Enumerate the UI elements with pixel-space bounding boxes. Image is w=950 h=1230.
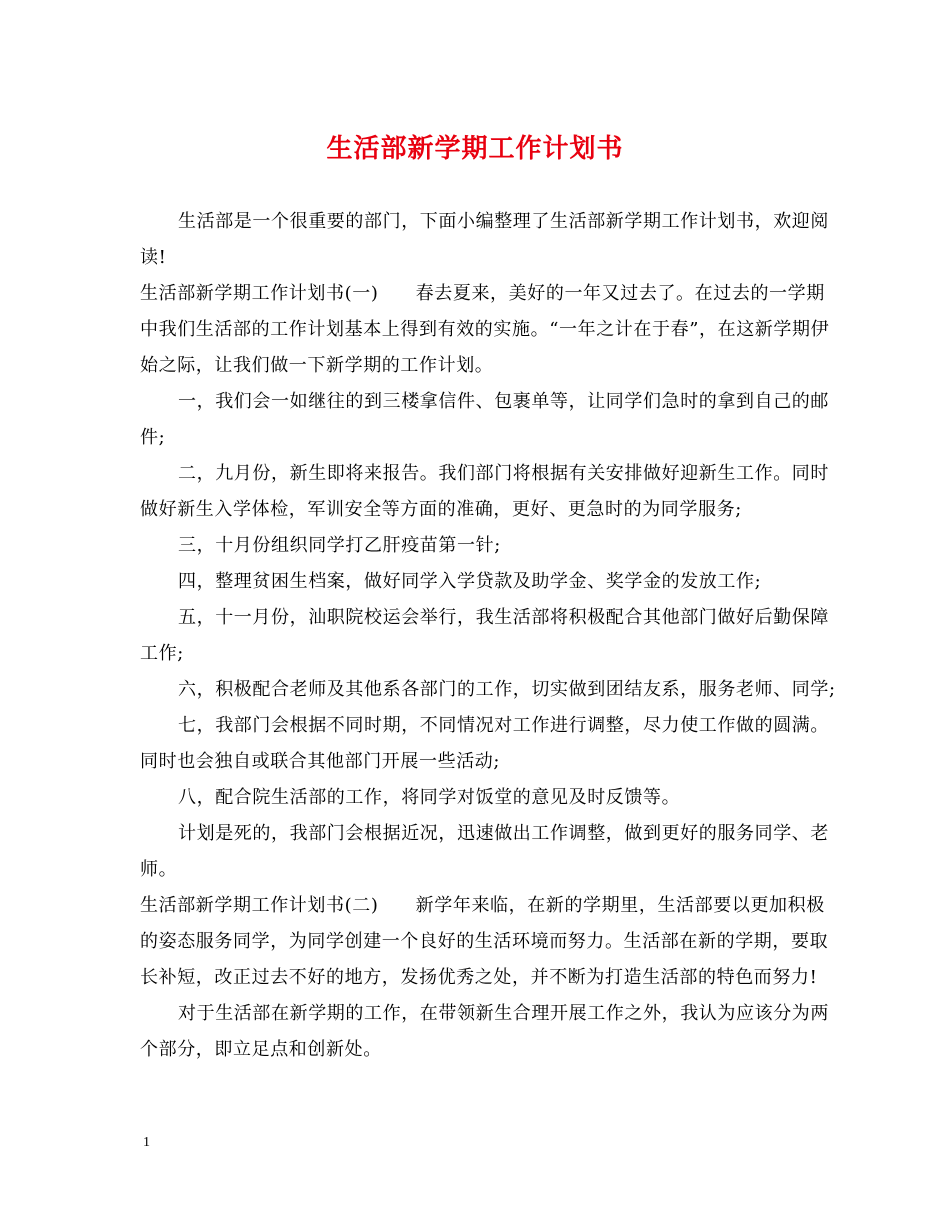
paragraph-item-4: 四，整理贫困生档案，做好同学入学贷款及助学金、奖学金的发放工作; xyxy=(178,571,762,592)
paragraph-item-6: 六，积极配合老师及其他系各部门的工作，切实做到团结友系，服务老师、同学; xyxy=(178,679,836,700)
paragraph-item-2: 二，九月份，新生即将来报告。我们部门将根据有关安排做好迎新生工作。同时做好新生入学体检，军训安全等方面的准确，更好、更急时的为同学服务; xyxy=(140,463,829,520)
paragraph-item-5: 五，十一月份，汕职院校运会举行，我生活部将积极配合其他部门做好后勤保障工作; xyxy=(140,607,829,664)
paragraph-item-7: 七，我部门会根据不同时期，不同情况对工作进行调整，尽力使工作做的圆满。同时也会独自或联合其他部门开展一些活动; xyxy=(140,715,829,772)
paragraph-conclusion: 计划是死的，我部门会根据近况，迅速做出工作调整，做到更好的服务同学、老师。 xyxy=(140,823,829,880)
document-body xyxy=(140,204,840,1068)
paragraph-item-3: 三，十月份组织同学打乙肝疫苗第一针; xyxy=(178,535,501,556)
paragraph-item-8: 八，配合院生活部的工作，将同学对饭堂的意见及时反馈等。 xyxy=(178,787,681,808)
paragraph-plan-two: 生活部新学期工作计划书(二) 新学年来临，在新的学期里，生活部要以更加积极的姿态服务同学，为同学创建一个良好的生活环境而努力。生活部在新的学期，要取长补短，改正过去不好的地方，发扬优秀之处，并不断为打造生活部的特色而努力! xyxy=(140,895,829,988)
paragraph-plan-two-detail: 对于生活部在新学期的工作，在带领新生合理开展工作之外，我认为应该分为两个部分，即立足点和创新处。 xyxy=(140,1003,829,1060)
paragraph-intro: 生活部是一个很重要的部门，下面小编整理了生活部新学期工作计划书，欢迎阅读! xyxy=(140,211,829,268)
paragraph-item-1: 一，我们会一如继往的到三楼拿信件、包裹单等，让同学们急时的拿到自己的邮件; xyxy=(140,391,829,448)
document-title: 生活部新学期工作计划书 xyxy=(326,134,624,164)
paragraph-plan-one: 生活部新学期工作计划书(一) 春去夏来，美好的一年又过去了。在过去的一学期中我们生活部的工作计划基本上得到有效的实施。“一年之计在于春”，在这新学期伊始之际，让我们做一下新学期的工作计划。 xyxy=(140,283,830,376)
page-number: 1 xyxy=(143,1135,150,1150)
